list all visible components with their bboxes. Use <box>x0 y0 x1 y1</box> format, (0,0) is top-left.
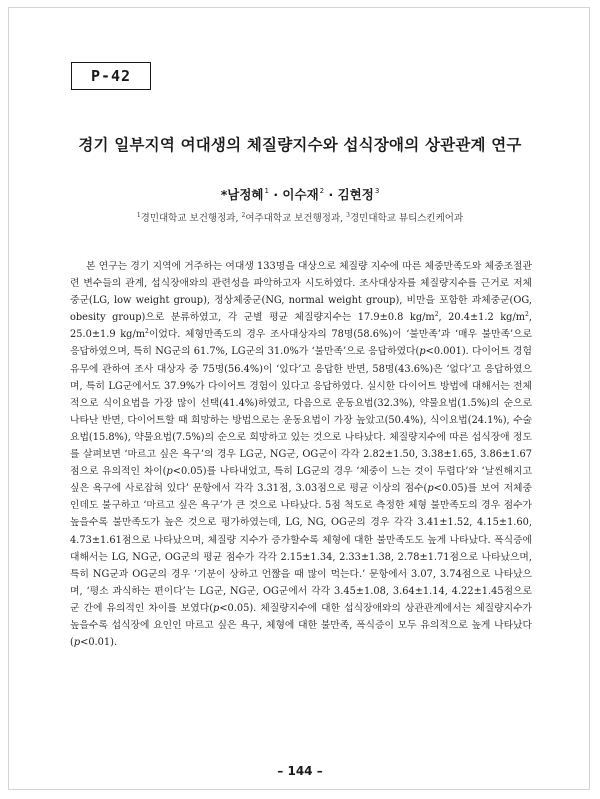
page-number: – 144 – <box>277 764 323 778</box>
author-separator: · <box>324 187 338 202</box>
author-1: *남정혜$^1$ <box>220 187 269 202</box>
abstract-paragraph: 본 연구는 경기 지역에 거주하는 여대생 133명을 대상으로 체질량 지수에 따른 체중만족도와 체중조절관련 변수들의 관계, 섭식장애와의 관련성을 파악하고자 시도하였다. 조사대상자를 체질량지수를 근거로 저체중군(LG, low weight group), 정상체중군(NG, normal weight group), 비만을 포함한 과체중군(OG, obesity group)으로 분류하였고, 각 군별 평균 체질량지수는 17.9±0.8 $kg/m^2$, 20.4±1.2 $kg/m^2$, 25.0±1.9 $kg/m^2$이었다. 체형만족도의 경우 조사대상자의 78명(58.6%)이 ‘불만족’과 ‘매우 불만족’으로 응답하였으며, 특히 NG군의 61.7%, LG군의 31.0%가 ‘불만족’으로 응답하였다(p<0.001). 다이어트 경험 유무에 관하여 조사 대상자 중 75명(56.4%)이 ‘있다’고 응답한 반면, 58명(43.6%)은 ‘없다’고 응답하였으며, 특히 LG군에서도 37.9%가 다이어트 경험이 있다고 응답하였다. 실시한 다이어트 방법에 대해서는 전체적으로 식이요법을 가장 많이 선택(41.4%)하였고, 다음으로 운동요법(32.3%), 약물요법(1.5%)의 순으로 나타난 반면, 다이어트할 때 희망하는 방법으로는 운동요법이 가장 높았고(50.4%), 식이요법(24.1%), 수술요법(15.8%), 약물요법(7.5%)의 순으로 희망하고 있는 것으로 나타났다. 체질량지수에 따른 섭식장애 정도를 살펴보면 ‘마르고 싶은 욕구’의 경우 LG군, NG군, OG군이 각각 2.82±1.50, 3.38±1.65, 3.86±1.67점으로 유의적인 차이(p<0.05)를 나타내었고, 특히 LG군의 경우 ‘체중이 느는 것이 두렵다’와 ‘날씬해지고 싶은 욕구에 사로잡혀 있다’ 문항에서 각각 3.31점, 3.03점으로 평균 이상의 점수(p<0.05)를 보여 저체중인데도 불구하고 ‘마르고 싶은 욕구’가 큰 것으로 나타났다. 5점 척도로 측정한 체형 불만족도의 경우 점수가 높을수록 불만족도가 높은 것으로 평가하였는데, LG, NG, OG군의 경우 각각 3.41±1.52, 4.15±1.60, 4.73±1.61점으로 나타났으며, 체질량 지수가 증가할수록 체형에 대한 불만족도도 높게 나타났다. 폭식증에 대해서는 LG, NG군, OG군의 평균 점수가 각각 2.15±1.34, 2.33±1.38, 2.78±1.71점으로 나타났으며, 특히 NG군과 OG군의 경우 ‘기분이 상하고 언짢을 때 많이 먹는다.’ 문항에서 3.07, 3.74점으로 나타났으며, ‘평소 과식하는 편이다’는 LG군, NG군, OG군에서 각각 3.45±1.08, 3.64±1.14, 4.22±1.45점으로 군 간에 유의적인 차이를 보였다(p<0.05). 체질량지수에 대한 섭식장애와의 상관관계에서는 체질량지수가 높을수록 섭식장에 요인인 마르고 싶은 욕구, 체형에 대한 불만족, 폭식증이 모두 유의적으로 높게 나타났다(p<0.01). <box>70 261 533 649</box>
author-2: 이수재$^2$ <box>282 187 325 202</box>
poster-code: P-42 <box>71 62 151 90</box>
abstract-body <box>70 258 532 651</box>
author-separator: · <box>268 187 283 202</box>
author-list <box>100 185 500 203</box>
paper-title: 경기 일부지역 여대생의 체질량지수와 섭식장애의 상관관계 연구 <box>78 136 522 154</box>
author-3: 김현정$^3$ <box>337 187 380 202</box>
affiliations: $^1$경민대학교 보건행정과, $^2$여주대학교 보건행정과, $^3$경민대학교 뷰티스킨케어과 <box>136 212 464 224</box>
